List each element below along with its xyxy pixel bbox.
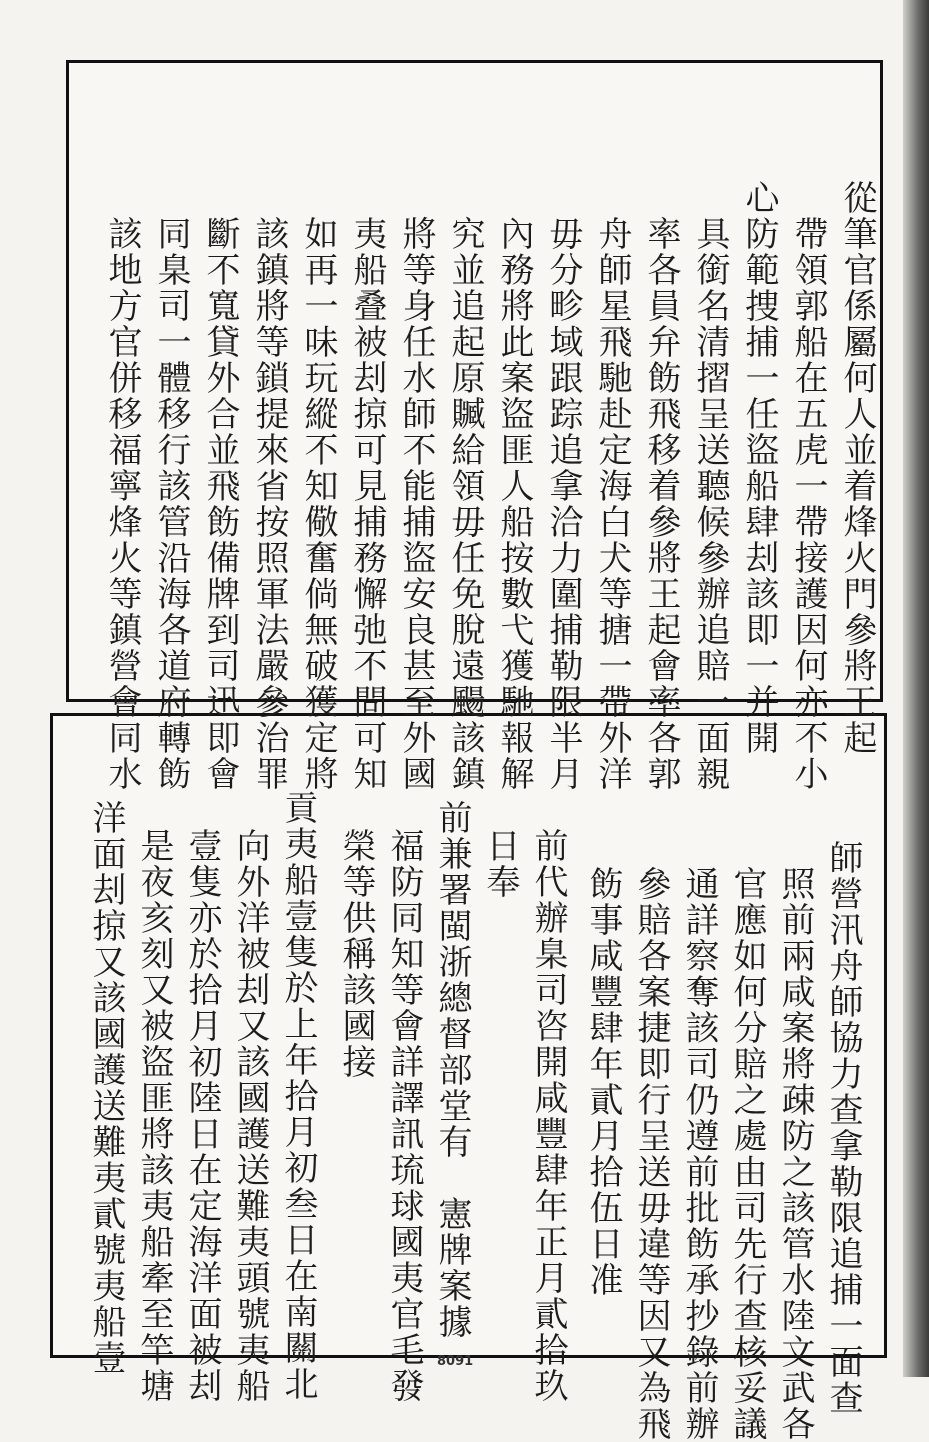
text-column: 該鎮將等鎖提來省按照軍法嚴參治罪	[249, 216, 289, 792]
text-column: 同臬司一體移行該管沿海各道府轉飭	[151, 216, 191, 792]
page-edge-shadow	[903, 0, 929, 1377]
text-column: 究並追起原贓給領毋任免脫遠颺該鎮	[445, 216, 485, 792]
page-number: 8091	[437, 1354, 474, 1369]
text-column: 前兼署閩浙總督部堂有 憲牌案據	[432, 800, 472, 1340]
text-column: 夷船叠被刦掠可見捕務懈弛不問可知	[347, 216, 387, 792]
text-column: 洋面刦掠又該國護送難夷貳號夷船壹	[86, 800, 126, 1376]
text-column: 師營汛舟師協力查拿勒限追捕一面查	[823, 840, 863, 1416]
text-column: 舟師星飛馳赴定海白犬等搪一帶外洋	[592, 216, 632, 792]
text-column: 該地方官併移福寧烽火等鎮營會同水	[102, 216, 142, 792]
text-column: 毋分畛域跟踪追拿洽力圍捕勒限半月	[543, 216, 583, 792]
text-column: 向外洋被刦又該國護送難夷頭號夷船	[230, 828, 270, 1404]
text-column: 參賠各案捷即行呈送毋違等因又為飛	[631, 866, 671, 1442]
text-column: 如再一味玩縱不知儆奮倘無破獲定將	[298, 216, 338, 792]
text-column: 飭事咸豐肆年貳月拾伍日准	[583, 866, 623, 1298]
text-column: 將等身任水師不能捕盜安良甚至外國	[396, 216, 436, 792]
text-column: 福防同知等會詳譯訊琉球國夷官毛發	[384, 828, 424, 1404]
text-column: 是夜亥刻又被盜匪將該夷船牽至竿塘	[134, 828, 174, 1404]
text-column: 榮等供稱該國接	[336, 828, 376, 1080]
text-column: 前代辦臬司咨開咸豐肆年正月貳拾玖	[528, 828, 568, 1404]
text-column: 從筆官係屬何人並着烽火門參將王起	[837, 180, 877, 756]
text-column: 斷不寬貸外合並飛飭備牌到司迅即會	[200, 216, 240, 792]
text-column: 具銜名清摺呈送聽候參辦追賠一面親	[690, 216, 730, 792]
text-column: 通詳察奪該司仍遵前批飭承抄錄前辦	[679, 866, 719, 1442]
text-column: 貢夷船壹隻於上年拾月初叁日在南關北	[278, 790, 318, 1402]
text-column: 帶領郭船在五虎一帶接護因何亦不小	[788, 216, 828, 792]
text-column: 官應如何分賠之處由司先行查核妥議	[727, 866, 767, 1442]
text-column: 壹隻亦於拾月初陸日在定海洋面被刦	[182, 828, 222, 1404]
text-column: 照前兩咸案將疎防之該管水陸文武各	[775, 866, 815, 1442]
text-column: 率各員弁飭飛移着參將王起會率各郭	[641, 216, 681, 792]
text-column: 心防範捜捕一任盜船肆刦該即一并開	[739, 180, 779, 756]
text-column: 內務將此案盜匪人船按數弋獲馳報解	[494, 216, 534, 792]
text-column: 日奉	[480, 828, 520, 900]
